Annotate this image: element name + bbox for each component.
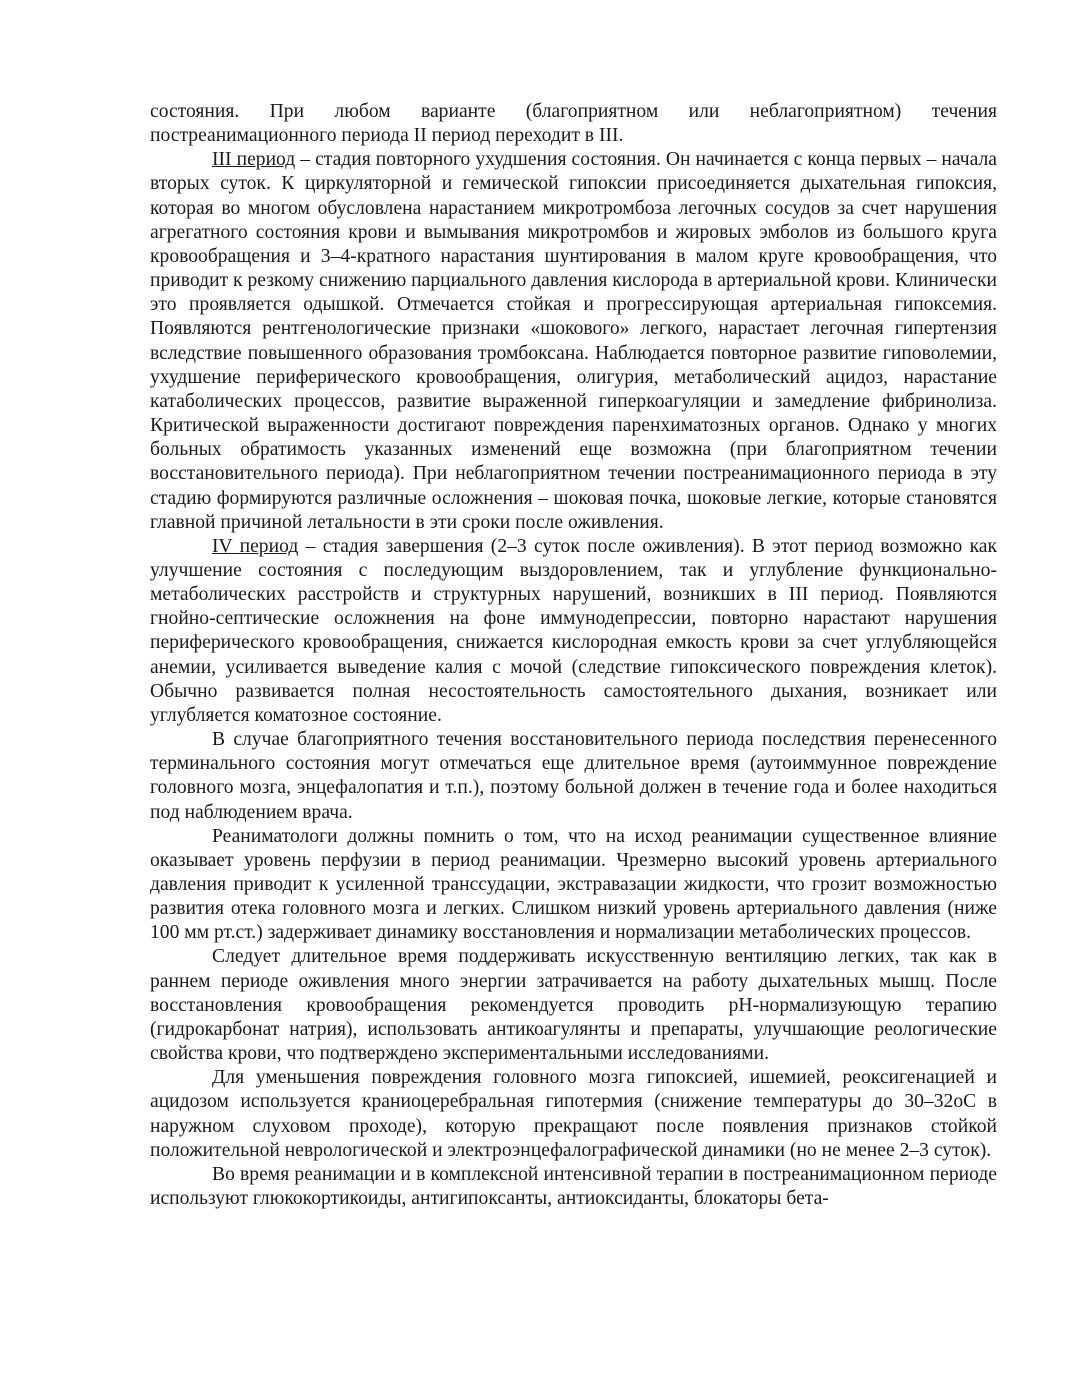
paragraph-drugs [150,1163,997,1211]
paragraph-ventilation [150,945,997,1066]
paragraph-text: – стадия завершения (2–3 суток после оживления). В этот период возможно как улучшение состояния с последующим выздоровлением, так и углубление функционально-метаболических расстройств и структурных нарушений, возникших в III период. Появляются гнойно-септические осложнения на фоне иммунодепрессии, повторно нарастают нарушения периферического кровообращения, снижается кислородная емкость крови за счет углубляющейся анемии, усиливается выведение калия с мочой (следствие гипоксического повреждения клеток). Обычно развивается полная несостоятельность самостоятельного дыхания, возникает или углубляется коматозное состояние. [150,535,998,726]
paragraph-text: – стадия повторного ухудшения состояния. Он начинается с конца первых – начала вторых суток. К циркуляторной и гемической гипоксии присоединяется дыхательная гипоксия, которая во многом обусловлена нарастанием микротромбоза легочных сосудов за счет нарушения агрегатного состояния крови и вымывания микротромбов и жировых эмболов из большого круга кровообращения и 3–4-кратного нарастания шунтирования в малом круге кровообращения, что приводит к резкому снижению парциального давления кислорода в артериальной крови. Клинически это проявляется одышкой. Отмечается стойкая и прогрессирующая артериальная гипоксемия. Появляются рентгенологические признаки «шокового» легкого, нарастает легочная гипертензия вследствие повышенного образования тромбоксана. Наблюдается повторное развитие гиповолемии, ухудшение периферического кровообращения, олигурия, метаболический ацидоз, нарастание катаболических процессов, развитие выраженной гиперкоагуляции и замедление фибринолиза. Критической выраженности достигают повреждения паренхиматозных органов. Однако у многих больных обратимость указанных изменений еще возможна (при благоприятном течении восстановительного периода). При неблагоприятном течении постреанимационного периода в эту стадию формируются различные осложнения – шоковая почка, шоковые легкие, которые становятся главной причиной летальности в эти сроки после оживления. [150,149,998,533]
paragraph-period-3 [150,148,997,535]
paragraph-text: Следует длительное время поддерживать искусственную вентиляцию легких, так как в раннем периоде оживления много энергии затрачивается на работу дыхательных мышц. После восстановления кровообращения рекомендуется проводить pH-нормализующую терапию (гидрокарбонат натрия), использовать антикоагулянты и препараты, улучшающие реологические свойства крови, что подтверждено экспериментальными исследованиями. [150,946,997,1065]
paragraph-text: Реаниматологи должны помнить о том, что на исход реанимации существенное влияние оказывает уровень перфузии в период реанимации. Чрезмерно высокий уровень артериального давления приводит к усиленной транссудации, экстравазации жидкости, что грозит возможностью развития отека головного мозга и легких. Слишком низкий уровень артериального давления (ниже 100 мм рт.ст.) задерживает динамику восстановления и нормализации метаболических процессов. [150,825,997,944]
paragraph-hypothermia [150,1066,997,1163]
paragraph-favorable-course [150,728,997,825]
paragraph-text: В случае благоприятного течения восстановительного периода последствия перенесенного терминального состояния могут отмечаться еще длительное время (аутоиммунное повреждение головного мозга, энцефалопатия и т.п.), поэтому больной должен в течение года и более находиться под наблюдением врача. [150,729,997,823]
paragraph-period-4 [150,535,997,728]
paragraph-perfusion [150,825,997,946]
period-heading: IV период [212,535,299,557]
document-page [150,100,997,1211]
paragraph-continuation [150,100,997,148]
paragraph-text: Для уменьшения повреждения головного мозга гипоксией, ишемией, реоксигенацией и ацидозом используется краниоцеребральная гипотермия (снижение температуры до 30–32оС в наружном слуховом проходе), которую прекращают после появления признаков стойкой положительной неврологической и электроэнцефалографической динамики (но не менее 2–3 суток). [150,1067,997,1161]
paragraph-text: состояния. При любом варианте (благоприятном или неблагоприятном) течения постреанимационного периода II период переходит в III. [150,101,997,147]
period-heading: III период [212,149,296,171]
paragraph-text: Во время реанимации и в комплексной интенсивной терапии в постреанимационном периоде используют глюкокортикоиды, антигипоксанты, антиоксиданты, блокаторы бета- [150,1163,997,1210]
